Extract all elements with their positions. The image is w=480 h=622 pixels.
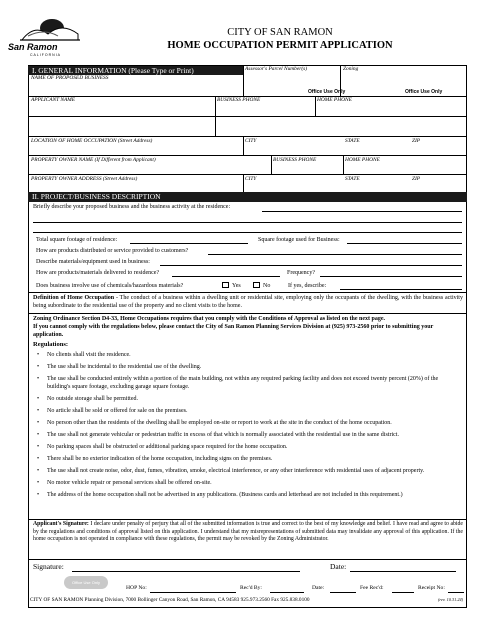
zip-label: ZIP — [412, 138, 421, 144]
location-label: LOCATION OF HOME OCCUPATION (Street Address) — [31, 138, 153, 144]
chemicals-label: Does business involve use of chemicals/hazardous materials? — [36, 283, 184, 289]
location-field[interactable] — [31, 145, 239, 154]
owner-address-field[interactable] — [31, 183, 239, 192]
footer-address: CITY OF SAN RAMON Planning Division, 7000 Bollinger Canyon Road, San Ramon, CA 94583 925.973.2560 Fax 925.838.0100 — [30, 597, 310, 603]
recd-by-label: Rec'd By: — [240, 585, 262, 591]
row-divider — [28, 174, 467, 175]
row-divider — [28, 559, 467, 560]
business-phone-label: BUSINESS PHONE — [217, 97, 261, 103]
row-divider — [28, 155, 467, 156]
office-use-label: Office Use Only — [308, 89, 346, 95]
materials-field[interactable] — [160, 265, 462, 266]
owner-address-label: PROPERTY OWNER ADDRESS (Street Address) — [31, 176, 138, 182]
divider — [243, 65, 244, 83]
regulations-list — [35, 351, 459, 499]
divider — [243, 174, 244, 192]
divider — [340, 65, 341, 83]
business-phone-field[interactable] — [217, 104, 313, 114]
divider — [343, 155, 344, 174]
home-phone-label: HOME PHONE — [317, 97, 352, 103]
hop-label: HOP No: — [126, 585, 147, 591]
logo-subtext: CALIFORNIA — [30, 53, 62, 57]
signature-field[interactable] — [72, 571, 300, 572]
regulations-heading: Regulations: — [33, 341, 69, 348]
describe-field[interactable] — [262, 211, 462, 212]
receipt-field[interactable] — [448, 592, 464, 593]
owner-zip-label: ZIP — [412, 176, 421, 182]
describe-label: Briefly describe your proposed business and the business activity at the residence: — [33, 204, 231, 210]
delivered-field[interactable] — [172, 276, 280, 277]
receipt-label: Receipt No: — [418, 585, 445, 591]
zoning-label: Zoning — [343, 66, 359, 72]
delivered-label: How are products/materials delivered to residence? — [36, 270, 160, 276]
date-label: Date: — [330, 562, 347, 571]
yes-label: Yes — [232, 283, 241, 289]
office-date-label: Date: — [312, 585, 325, 591]
signature-statement-label: Applicant's Signature: — [33, 521, 89, 527]
business-name-field[interactable] — [31, 82, 241, 96]
logo-text: San Ramon — [8, 42, 58, 52]
applicant-name-field[interactable] — [31, 104, 213, 114]
ordinance-line1: Zoning Ordinance Section D4-33, Home Occupations requires that you comply with the Conditions of Approval as listed on the next page. — [33, 316, 386, 322]
divider — [243, 136, 244, 155]
signature-label: Signature: — [33, 562, 64, 571]
business-sqft-field[interactable] — [347, 243, 462, 244]
regulation-item: • The use shall not create noise, odor, dust, fumes, vibration, smoke, electrical interference, or any other interference with residential uses of adjacent property. — [37, 468, 425, 474]
total-sqft-label: Total square footage of residence: — [36, 237, 118, 243]
fee-field[interactable] — [392, 592, 414, 593]
distributed-label: How are products distributed or service provided to customers? — [36, 248, 189, 254]
owner-state-label: STATE — [345, 176, 360, 182]
regulation-item: • No clients shall visit the residence. — [37, 352, 131, 358]
total-sqft-field[interactable] — [130, 243, 248, 244]
fee-label: Fee Rec'd: — [360, 585, 384, 591]
regulation-item: • The use shall not generate vehicular or pedestrian traffic in excess of that which is normally associated with the residential use in the same district. — [37, 432, 399, 438]
ordinance-line2: If you cannot comply with the regulations below, please contact the City of San Ramon Planning Services Division at (925) 973-2560 prior to submitting your application. — [33, 324, 434, 338]
no-checkbox[interactable] — [253, 282, 260, 288]
assessor-label: Assessor's Parcel Number(s) — [245, 66, 308, 72]
section1-heading: I. GENERAL INFORMATION (Please Type or Print) — [28, 66, 243, 75]
yes-checkbox[interactable] — [222, 282, 229, 288]
section2-heading: II. PROJECT/BUSINESS DESCRIPTION — [28, 192, 467, 202]
regulation-item: • No article shall be sold or offered for sale on the premises. — [37, 408, 188, 414]
footer-revision: (rev. 10.31.24) — [438, 597, 464, 602]
signature-statement — [33, 521, 463, 544]
regulation-item: • No parking spaces shall be obstructed or additional parking space required for the home occupation. — [37, 444, 288, 450]
city-title: CITY OF SAN RAMON — [227, 27, 333, 38]
regulation-item: • The use shall be conducted entirely within a portion of the main building, not within any required parking facility and does not exceed twenty percent (20%) of the building's square footage, excluding garage square footage. — [37, 376, 439, 390]
business-sqft-label: Square footage used for Business: — [258, 237, 340, 243]
definition-block — [33, 294, 463, 310]
regulation-item: • No person other than the residents of the dwelling shall be employed on-site or report to work at the site in the conduct of the home occupation. — [37, 420, 392, 426]
describe-field-line[interactable] — [33, 232, 462, 233]
frequency-field[interactable] — [320, 276, 462, 277]
row-divider — [28, 136, 467, 137]
divider — [271, 155, 272, 174]
date-field[interactable] — [350, 571, 456, 572]
row-divider — [28, 292, 467, 293]
office-use-stamp: Office Use Only — [64, 576, 108, 589]
signature-statement-text: I declare under penalty of perjury that all of the submitted information is true and correct to the best of my knowledge and belief. I have read and agree to abide by the regulations and conditions of approval listed on this application. I understand that my misrepresentations of submitted data may invalidate any approval of this application. If the home occupation is not operated in compliance with these regulations, the permit may be revoked by the Zoning Administrator. — [33, 521, 464, 543]
divider — [340, 83, 341, 96]
if-yes-field[interactable] — [340, 289, 462, 290]
no-label: No — [263, 283, 271, 289]
describe-field-line[interactable] — [33, 222, 462, 223]
owner-business-phone-label: BUSINESS PHONE — [273, 157, 317, 163]
regulation-item: • No outside storage shall be permitted. — [37, 396, 138, 402]
hop-field[interactable] — [150, 592, 236, 593]
home-phone-field[interactable] — [317, 104, 465, 114]
owner-name-field[interactable] — [31, 164, 269, 173]
state-label: STATE — [345, 138, 360, 144]
row-divider — [28, 519, 467, 520]
owner-home-phone-label: HOME PHONE — [345, 157, 380, 163]
distributed-field[interactable] — [208, 254, 462, 255]
row-divider — [28, 313, 467, 314]
applicant-name-label: APPLICANT NAME — [31, 97, 76, 103]
regulation-item: • The use shall be incidental to the residential use of the dwelling. — [37, 364, 202, 370]
owner-name-label: PROPERTY OWNER NAME (If Different from Applicant) — [31, 157, 156, 163]
materials-label: Describe materials/equipment used in business: — [36, 259, 150, 265]
definition-label: Definition of Home Occupation — [33, 295, 115, 301]
regulation-item: • No motor vehicle repair or personal services shall be offered on-site. — [37, 480, 212, 486]
frequency-label: Frequency? — [287, 270, 315, 276]
if-yes-label: If yes, describe: — [288, 283, 327, 289]
divider — [315, 96, 316, 116]
definition-text: - The conduct of a business within a dwelling unit or residential site, employing only the occupants of the dwelling, with the business activity being subordinate to the residential use of the property and no client visits to the home. — [33, 295, 463, 309]
office-date-field[interactable] — [330, 592, 356, 593]
divider — [243, 83, 244, 96]
recd-by-field[interactable] — [270, 592, 304, 593]
business-name-label: NAME OF PROPOSED BUSINESS — [31, 75, 109, 81]
regulation-item: • There shall be no exterior indication of the home occupation, including signs on the premises. — [37, 456, 273, 462]
owner-city-label: CITY — [245, 176, 257, 182]
form-title: HOME OCCUPATION PERMIT APPLICATION — [167, 40, 393, 51]
office-use-label: Office Use Only — [405, 89, 443, 95]
row-divider — [28, 116, 467, 117]
city-label: CITY — [245, 138, 257, 144]
regulation-item: • The address of the home occupation shall not be advertised in any publications. (Business cards and letterhead are not included in this requirement.) — [37, 492, 403, 498]
